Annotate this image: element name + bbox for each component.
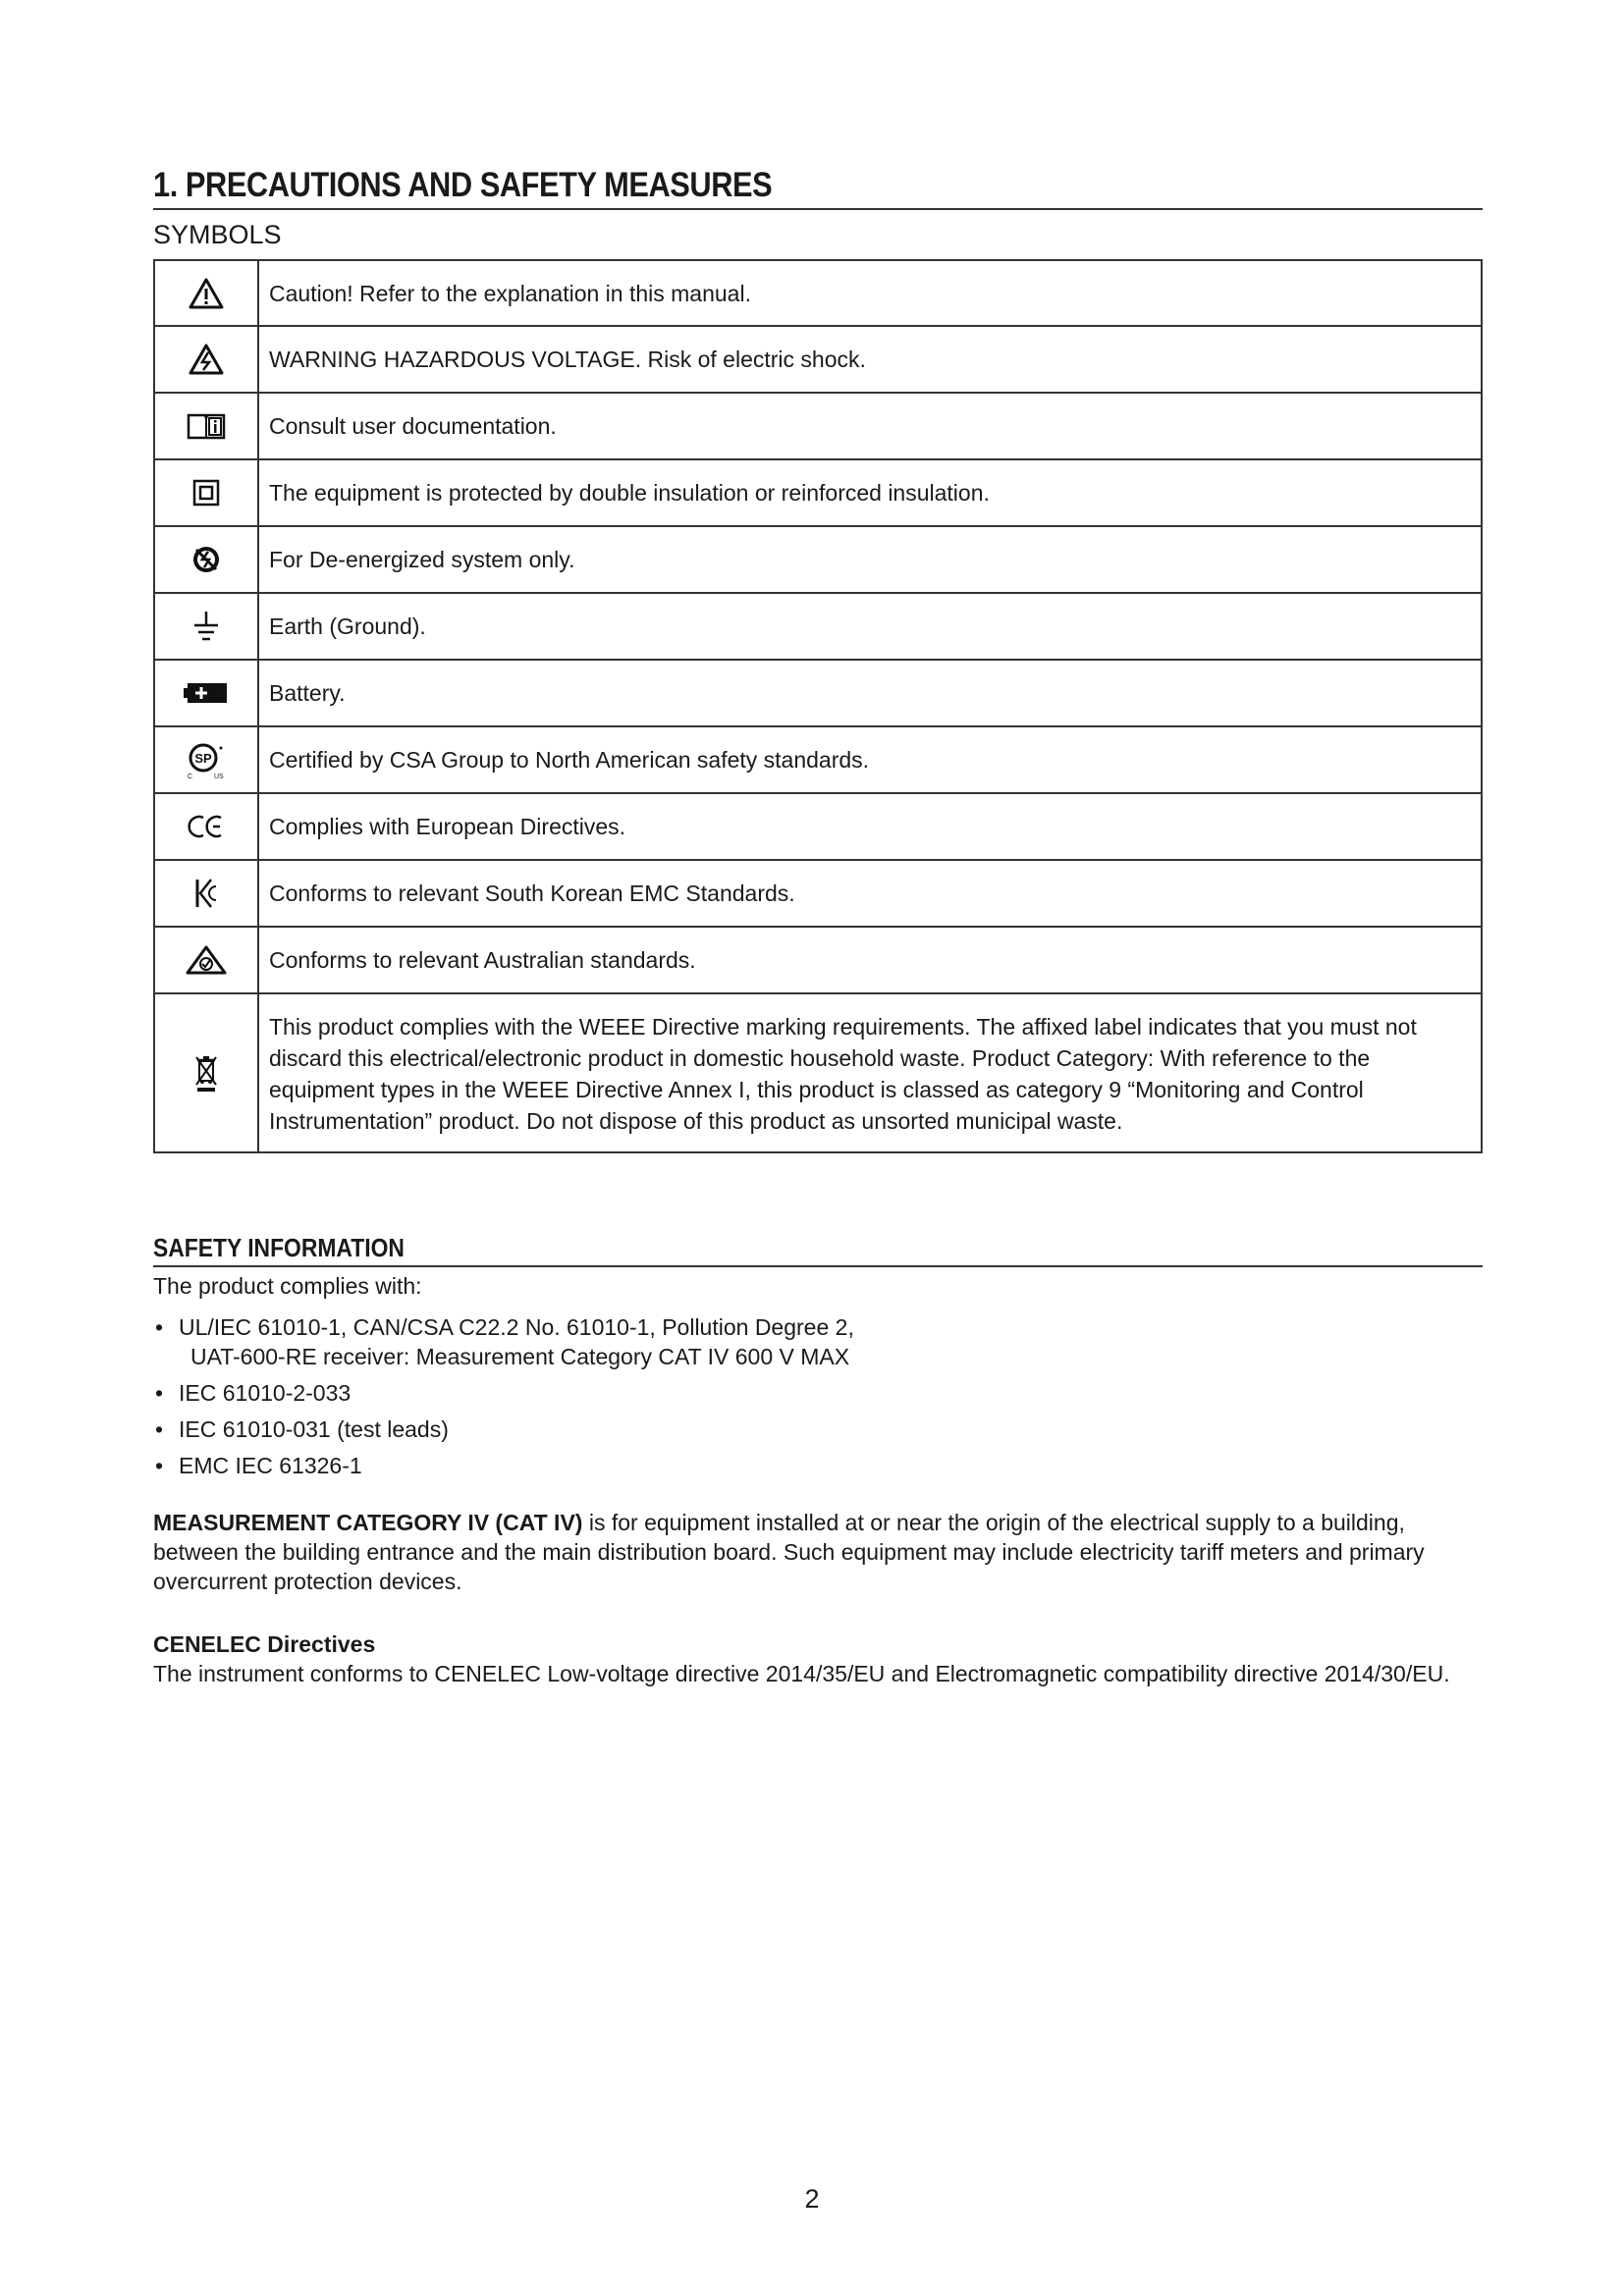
symbol-description: This product complies with the WEEE Directive marking requirements. The affixed label indicates that you must not discard this electrical/electronic product in domestic household waste. Product Category: With reference to the equipment types in the WEEE Directive Annex I, this product is classed as category 9 “Monitoring and Control Instrumentation” product. Do not dispose of this product as unsorted municipal waste.	[258, 993, 1482, 1152]
user-documentation-book-icon	[154, 393, 258, 459]
symbol-row	[154, 860, 1482, 927]
symbol-row	[154, 326, 1482, 393]
symbol-description: The equipment is protected by double insulation or reinforced insulation.	[258, 459, 1482, 526]
symbol-row	[154, 927, 1482, 993]
csa-certification-icon	[154, 726, 258, 793]
hazardous-voltage-triangle-icon	[154, 326, 258, 393]
symbol-description: Earth (Ground).	[258, 593, 1482, 660]
compliance-list	[153, 1312, 1483, 1480]
title-rule	[153, 208, 1483, 210]
symbol-description: Complies with European Directives.	[258, 793, 1482, 860]
cenelec-heading: CENELEC Directives	[153, 1631, 376, 1657]
symbol-description: Caution! Refer to the explanation in this manual.	[258, 260, 1482, 326]
manual-page	[153, 165, 1483, 1688]
svg-text:SP: SP	[194, 751, 212, 766]
measurement-category-paragraph: MEASUREMENT CATEGORY IV (CAT IV) is for equipment installed at or near the origin of the electrical supply to a building, between the building entrance and the main distribution board. Such equipment may include electricity tariff meters and primary overcurrent protection devices.	[153, 1510, 1425, 1594]
symbol-row	[154, 993, 1482, 1152]
list-item: • EMC IEC 61326-1	[155, 1453, 362, 1478]
svg-text:C: C	[188, 774, 193, 779]
de-energized-icon	[154, 526, 258, 593]
symbol-description: Certified by CSA Group to North American safety standards.	[258, 726, 1482, 793]
double-insulation-icon	[154, 459, 258, 526]
symbol-row	[154, 660, 1482, 726]
list-item: • IEC 61010-031 (test leads)	[155, 1416, 449, 1442]
symbol-row	[154, 459, 1482, 526]
caution-triangle-icon	[154, 260, 258, 326]
ce-mark-icon	[154, 793, 258, 860]
compliance-intro: The product complies with:	[153, 1273, 422, 1299]
section-rule	[153, 1265, 1483, 1267]
symbol-row	[154, 726, 1482, 793]
rcm-mark-icon	[154, 927, 258, 993]
symbol-description: Conforms to relevant Australian standards.	[258, 927, 1482, 993]
symbol-description: For De-energized system only.	[258, 526, 1482, 593]
weee-crossed-bin-icon	[154, 993, 258, 1152]
symbol-row	[154, 793, 1482, 860]
kc-mark-icon	[154, 860, 258, 927]
symbol-description: WARNING HAZARDOUS VOLTAGE. Risk of electric shock.	[258, 326, 1482, 393]
list-item: • IEC 61010-2-033	[155, 1380, 352, 1406]
safety-information-heading: SAFETY INFORMATION	[153, 1233, 405, 1262]
symbol-row	[154, 260, 1482, 326]
svg-text:US: US	[214, 774, 224, 779]
symbol-description: Battery.	[258, 660, 1482, 726]
symbol-description: Consult user documentation.	[258, 393, 1482, 459]
list-item: • UL/IEC 61010-1, CAN/CSA C22.2 No. 61010-1, Pollution Degree 2, UAT-600-RE receiver: Measurement Category CAT IV 600 V MAX	[155, 1314, 854, 1369]
page-number: 2	[804, 2184, 820, 2214]
symbols-table	[153, 259, 1483, 1153]
battery-icon	[154, 660, 258, 726]
symbol-description: Conforms to relevant South Korean EMC Standards.	[258, 860, 1482, 927]
cenelec-paragraph: The instrument conforms to CENELEC Low-voltage directive 2014/35/EU and Electromagnetic compatibility directive 2014/30/EU.	[153, 1661, 1450, 1686]
symbol-row	[154, 393, 1482, 459]
symbol-row	[154, 593, 1482, 660]
symbol-row	[154, 526, 1482, 593]
earth-ground-icon	[154, 593, 258, 660]
symbols-heading: SYMBOLS	[153, 220, 282, 249]
page-title: 1. PRECAUTIONS AND SAFETY MEASURES	[153, 166, 773, 204]
